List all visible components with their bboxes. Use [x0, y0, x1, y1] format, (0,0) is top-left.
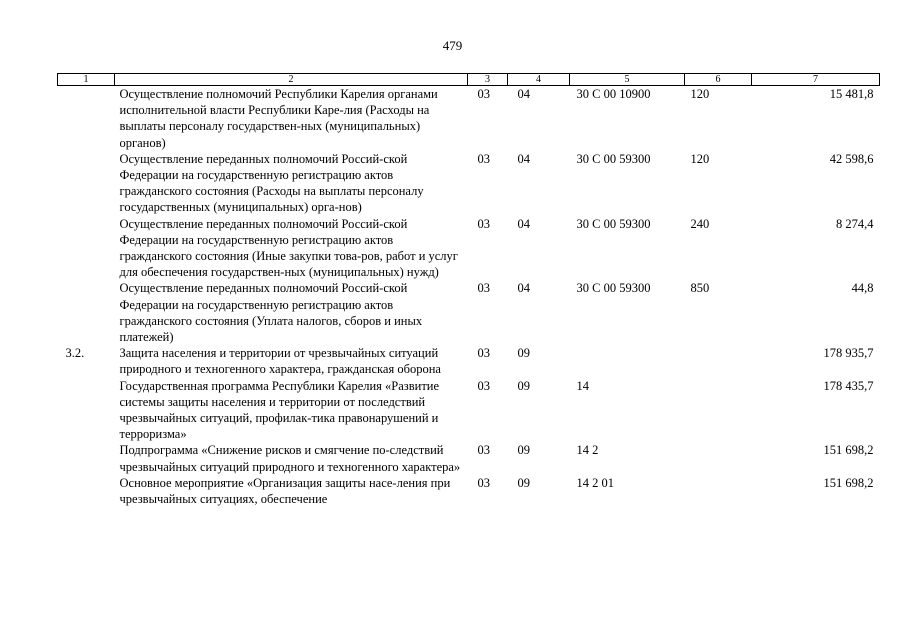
table-body	[58, 86, 880, 508]
row-section-code: 03	[477, 216, 490, 231]
row-expense-type	[685, 345, 752, 377]
column-header: 4	[508, 74, 570, 86]
row-section-code: 03	[477, 346, 490, 361]
row-expense-type: 240	[690, 216, 710, 231]
table-row	[58, 151, 880, 216]
row-expense-type: 120	[690, 151, 710, 166]
row-target-code: 14	[576, 378, 589, 393]
row-section-code: 03	[477, 378, 490, 393]
row-amount: 151 698,2	[823, 443, 874, 458]
row-expense-type	[685, 378, 752, 443]
column-header: 3	[468, 74, 508, 86]
column-header: 6	[685, 74, 752, 86]
column-header: 7	[752, 74, 880, 86]
column-header: 1	[58, 74, 115, 86]
header-row	[58, 74, 880, 86]
row-subsection-code: 04	[517, 87, 530, 101]
row-section-code: 03	[477, 87, 490, 101]
row-expense-type	[685, 442, 752, 474]
row-target-code: 30 С 00 10900	[576, 87, 651, 101]
row-name: Защита населения и территории от чрезвычайных ситуаций природного и техногенного характера, гражданская оборона	[119, 346, 441, 377]
row-section-code: 03	[477, 151, 490, 166]
table-row	[58, 442, 880, 474]
table-row	[58, 216, 880, 281]
table-row	[58, 86, 880, 151]
row-section-code: 03	[477, 475, 490, 490]
row-target-code: 14 2	[576, 443, 599, 458]
row-target-code: 30 С 00 59300	[576, 216, 651, 231]
row-number	[58, 216, 115, 281]
column-header: 5	[570, 74, 685, 86]
row-section-code: 03	[477, 281, 490, 296]
row-subsection-code: 09	[517, 378, 530, 393]
row-subsection-code: 04	[517, 216, 530, 231]
row-target-code: 14 2 01	[576, 475, 614, 490]
column-header: 2	[115, 74, 468, 86]
row-subsection-code: 09	[517, 346, 530, 361]
row-amount: 178 935,7	[823, 346, 874, 361]
row-amount: 151 698,2	[823, 475, 874, 490]
row-target-code: 30 С 00 59300	[576, 281, 651, 296]
row-amount: 42 598,6	[829, 151, 874, 166]
row-amount: 44,8	[851, 281, 874, 296]
row-target-code	[570, 345, 685, 377]
row-name: Государственная программа Республики Карелия «Развитие системы защиты населения и территории от последствий чрезвычайных ситуаций, профилак-тика правонарушений и терроризма»	[119, 378, 440, 442]
row-number	[58, 151, 115, 216]
row-number	[58, 378, 115, 443]
budget-table	[57, 73, 880, 507]
row-name: Осуществление переданных полномочий Россий-ской Федерации на государственную регистрацию актов гражданского состояния (Уплата налогов, сборов и иных платежей)	[119, 281, 423, 345]
table-row	[58, 378, 880, 443]
row-subsection-code: 04	[517, 151, 530, 166]
row-expense-type: 120	[690, 87, 710, 101]
row-subsection-code: 09	[517, 475, 530, 490]
row-amount: 8 274,4	[836, 216, 874, 231]
row-number	[58, 86, 115, 151]
row-number: 3.2.	[65, 346, 85, 361]
row-expense-type: 850	[690, 281, 710, 296]
row-subsection-code: 09	[517, 443, 530, 458]
table-row	[58, 280, 880, 345]
row-target-code: 30 С 00 59300	[576, 151, 651, 166]
row-name: Осуществление полномочий Республики Карелия органами исполнительной власти Республики Каре-лия (Расходы на выплаты персоналу государствен-ных (муниципальных) органов)	[119, 87, 438, 150]
row-number	[58, 280, 115, 345]
row-name: Основное мероприятие «Организация защиты насе-ления при чрезвычайных ситуациях, обеспечение	[119, 475, 451, 507]
row-section-code: 03	[477, 443, 490, 458]
row-number	[58, 442, 115, 474]
row-name: Осуществление переданных полномочий Россий-ской Федерации на государственную регистрацию актов гражданского состояния (Иные закупки това-ров, работ и услуг для обеспечения государствен-ных (муниципальных) нужд)	[119, 216, 458, 280]
page-number: 479	[442, 38, 463, 53]
table-row	[58, 345, 880, 377]
row-name: Осуществление переданных полномочий Россий-ской Федерации на государственную регистрацию актов гражданского состояния (Расходы на выплаты персоналу государственных (муниципальных) орга-нов)	[119, 151, 424, 215]
row-number	[58, 475, 115, 507]
row-amount: 178 435,7	[823, 378, 874, 393]
row-subsection-code: 04	[517, 281, 530, 296]
table-row	[58, 475, 880, 507]
row-name: Подпрограмма «Снижение рисков и смягчение по-следствий чрезвычайных ситуаций природного и техногенного характера»	[119, 443, 461, 474]
row-amount: 15 481,8	[829, 87, 874, 101]
row-expense-type	[685, 475, 752, 507]
